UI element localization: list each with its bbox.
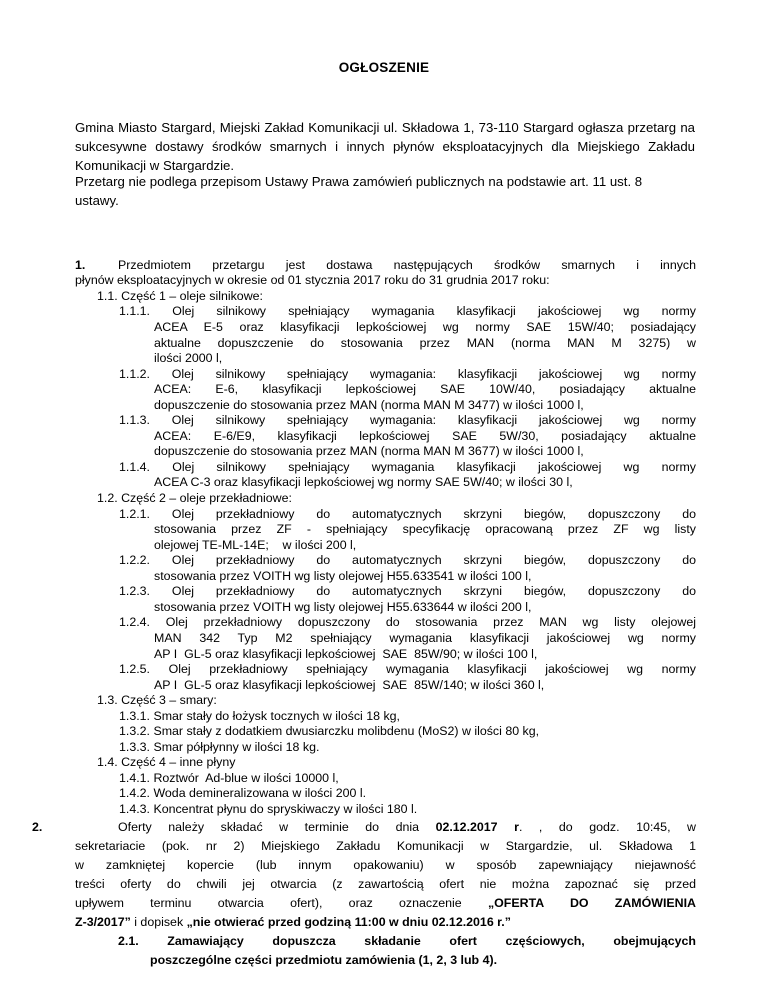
section-1-number: 1. bbox=[75, 257, 86, 272]
text-fragment: upływem terminu otwarcia ofert), oraz oznaczenie bbox=[75, 896, 488, 910]
list-item: 1.2.5. Olej przekładniowy spełniający wymagania klasyfikacji jakościowej wg normy bbox=[119, 662, 696, 677]
list-item: dopuszczenie do stosowania przez MAN (norma MAN M 3677) w ilości 1000 l, bbox=[154, 444, 584, 459]
list-item: AP I GL-5 oraz klasyfikacji lepkościowej SAE 85W/90; w ilości 100 l, bbox=[154, 646, 538, 661]
subsection-2-1: poszczególne części przedmiotu zamówienia (1, 2, 3 lub 4). bbox=[150, 953, 498, 967]
list-item: olejowej TE-ML-14E; w ilości 200 l, bbox=[154, 537, 357, 552]
list-item: 1.3.1. Smar stały do łożysk tocznych w ilości 18 kg, bbox=[119, 708, 400, 723]
list-item: 1.2.2. Olej przekładniowy do automatycznych skrzyni biegów, dopuszczony do bbox=[119, 553, 696, 568]
subsection-2-1: 2.1. Zamawiający dopuszcza składanie ofert częściowych, obejmujących bbox=[118, 934, 696, 948]
list-item: 1.4.1. Roztwór Ad-blue w ilości 10000 l, bbox=[119, 770, 339, 785]
section-1-line: płynów eksploatacyjnych w okresie od 01 stycznia 2017 roku do 31 grudnia 2017 roku: bbox=[75, 273, 550, 288]
list-item: 1.1.3. Olej silnikowy spełniający wymagania: klasyfikacji jakościowej wg normy bbox=[119, 413, 696, 428]
intro-paragraph: Gmina Miasto Stargard, Miejski Zakład Komunikacji ul. Składowa 1, 73-110 Stargard ogłasza przetarg na sukcesywne dostawy środków smarnych i innych płynów eksploatacyjnych dla Miejskiego Zakładu Komunikacji w Stargardzie. bbox=[75, 120, 695, 173]
list-item: 1.1.2. Olej silnikowy spełniający wymagania: klasyfikacji jakościowej wg normy bbox=[119, 366, 696, 381]
list-item: MAN 342 Typ M2 spełniający wymagania klasyfikacji jakościowej wg normy bbox=[154, 630, 696, 645]
list-item: ACEA E-5 oraz klasyfikacji lepkościowej wg normy SAE 15W/40; posiadający bbox=[154, 319, 696, 334]
subsection-heading: 1.3. Część 3 – smary: bbox=[97, 693, 217, 708]
list-item: stosowania przez VOITH wg listy olejowej H55.633541 w ilości 100 l, bbox=[154, 568, 532, 583]
list-item: 1.4.2. Woda demineralizowana w ilości 200 l. bbox=[119, 786, 367, 801]
section-2-line bbox=[75, 894, 696, 913]
list-item: ACEA: E-6, klasyfikacji lepkościowej SAE 10W/40, posiadający aktualne bbox=[154, 382, 696, 397]
text-fragment: i dopisek bbox=[130, 915, 187, 929]
section-2-line: sekretariacie (pok. nr 2) Miejskiego Zakładu Komunikacji w Stargardzie, ul. Składowa 1 bbox=[75, 839, 696, 853]
list-item: 1.2.1. Olej przekładniowy do automatycznych skrzyni biegów, dopuszczony do bbox=[119, 506, 696, 521]
list-item: ACEA: E-6/E9, klasyfikacji lepkościowej SAE 5W/30, posiadający aktualne bbox=[154, 428, 696, 443]
list-item: aktualne dopuszczenie do stosowania przez MAN (norma MAN M 3275) w bbox=[154, 335, 696, 350]
deadline-date: 02.12.2017 r bbox=[435, 820, 519, 834]
list-item: stosowania przez VOITH wg listy olejowej H55.633644 w ilości 200 l, bbox=[154, 599, 532, 614]
list-item: 1.3.3. Smar półpłynny w ilości 18 kg. bbox=[119, 739, 320, 754]
list-item: stosowania przez ZF - spełniający specyfikację opracowaną przez ZF wg listy bbox=[154, 522, 696, 537]
subsection-heading: 1.2. Część 2 – oleje przekładniowe: bbox=[97, 491, 292, 505]
list-item: 1.3.2. Smar stały z dodatkiem dwusiarczku molibdenu (MoS2) w ilości 80 kg, bbox=[119, 724, 540, 739]
list-item: 1.4.3. Koncentrat płynu do spryskiwaczy w ilości 180 l. bbox=[119, 802, 418, 816]
offer-label: „OFERTA DO ZAMÓWIENIA bbox=[487, 896, 696, 910]
section-2-line bbox=[75, 913, 696, 932]
section-2-line bbox=[32, 818, 697, 837]
section-2-number: 2. bbox=[32, 820, 43, 834]
list-item: 1.2.4. Olej przekładniowy dopuszczony do stosowania przez MAN wg listy olejowej bbox=[119, 615, 696, 630]
text-fragment: Oferty należy składać w terminie do dnia bbox=[118, 820, 436, 834]
list-item: ACEA C-3 oraz klasyfikacji lepkościowej wg normy SAE 5W/40; w ilości 30 l, bbox=[154, 475, 573, 490]
page-title: OGŁOSZENIE bbox=[338, 60, 430, 75]
list-item: AP I GL-5 oraz klasyfikacji lepkościowej SAE 85W/140; w ilości 360 l, bbox=[154, 677, 545, 692]
section-2-flow bbox=[32, 818, 697, 970]
list-item: dopuszczenie do stosowania przez MAN (norma MAN M 3477) w ilości 1000 l, bbox=[154, 397, 584, 412]
list-item: 1.2.3. Olej przekładniowy do automatycznych skrzyni biegów, dopuszczony do bbox=[119, 584, 696, 599]
legal-note: Przetarg nie podlega przepisom Ustawy Prawa zamówień publicznych na podstawie art. 11 ust. 8 ustawy. bbox=[75, 174, 643, 208]
list-item: 1.1.1. Olej silnikowy spełniający wymagania klasyfikacji jakościowej wg normy bbox=[119, 304, 696, 319]
opening-note: „nie otwierać przed godziną 11:00 w dniu 02.12.2016 r.” bbox=[186, 915, 511, 929]
section-2-line: treści oferty do chwili jej otwarcia (z zawartością ofert nie można zapoznać się przed bbox=[75, 877, 696, 891]
list-item: ilości 2000 l, bbox=[154, 351, 223, 366]
section-1-line: Przedmiotem przetargu jest dostawa następujących środków smarnych i innych bbox=[118, 257, 696, 272]
list-item: 1.1.4. Olej silnikowy spełniający wymagania klasyfikacji jakościowej wg normy bbox=[119, 459, 696, 474]
section-2-line: w zamkniętej kopercie (lub innym opakowaniu) w sposób zapewniający niejawność bbox=[75, 858, 696, 872]
subsection-heading: 1.1. Część 1 – oleje silnikowe: bbox=[97, 288, 263, 303]
text-fragment: . , do godz. 10:45, w bbox=[518, 820, 697, 834]
offer-label: Z-3/2017” bbox=[75, 915, 131, 929]
subsection-heading: 1.4. Część 4 – inne płyny bbox=[97, 755, 236, 770]
